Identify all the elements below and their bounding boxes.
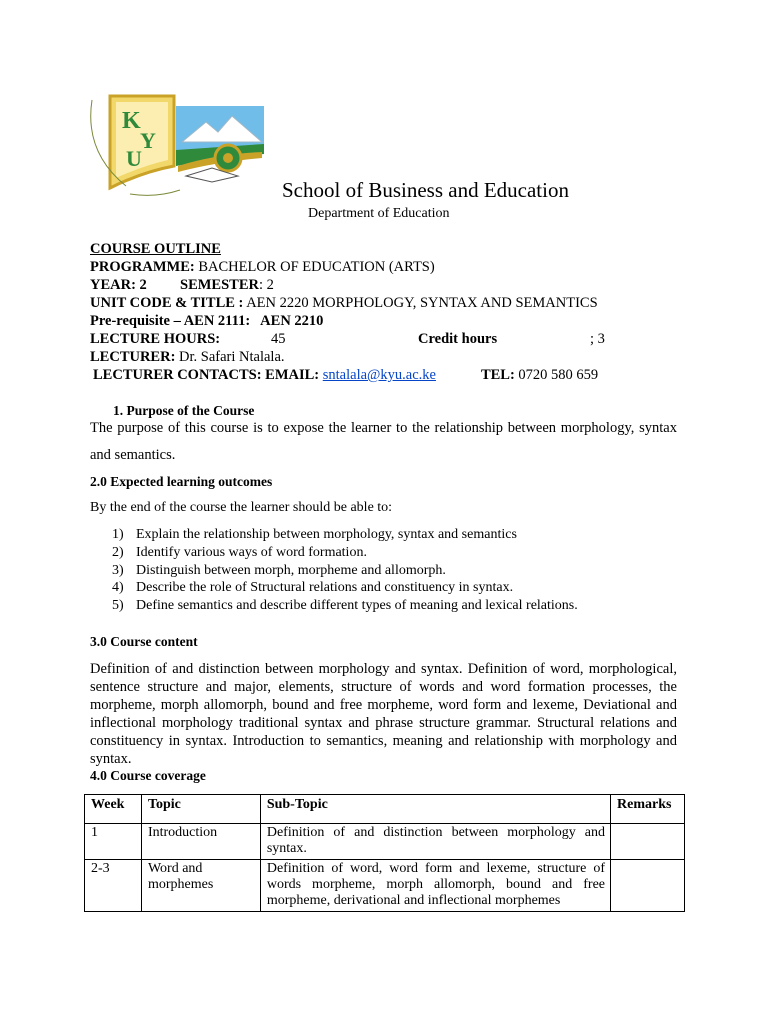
lecturer-label: LECTURER: <box>90 349 176 365</box>
list-item-number: 3) <box>112 562 124 578</box>
svg-text:U: U <box>126 146 142 171</box>
svg-text:K: K <box>122 108 141 134</box>
email-link[interactable]: sntalala@kyu.ac.ke <box>322 367 436 383</box>
list-item <box>112 562 578 580</box>
table-header-row <box>85 795 685 824</box>
outcomes-heading: 2.0 Expected learning outcomes <box>90 474 273 489</box>
list-item-text: Define semantics and describe different types of meaning and lexical relations. <box>136 598 578 614</box>
purpose-heading: 1. Purpose of the Course <box>113 403 255 418</box>
list-item-text: Identify various ways of word formation. <box>136 544 367 560</box>
list-item <box>112 579 578 597</box>
semester-label: SEMESTER <box>180 277 259 293</box>
list-item <box>112 597 578 615</box>
unit-line <box>90 295 598 312</box>
contacts-line <box>93 367 598 384</box>
outcomes-intro: By the end of the course the learner should be able to: <box>90 500 393 515</box>
prerequisite-line <box>90 313 323 330</box>
programme-label: PROGRAMME: <box>90 259 195 275</box>
university-logo <box>86 92 276 204</box>
lecturer-name: Dr. Safari Ntalala. <box>175 349 285 365</box>
remarks-cell <box>611 860 685 912</box>
svg-text:Y: Y <box>140 128 156 153</box>
programme-line <box>90 259 435 276</box>
table-row <box>85 824 685 860</box>
topic-cell: Introduction <box>141 824 260 860</box>
lecture-hours-label: LECTURE HOURS: <box>90 331 221 347</box>
tel-value: 0720 580 659 <box>514 367 599 383</box>
week-cell: 1 <box>85 824 142 860</box>
subtopic-cell: Definition of word, word form and lexeme, structure of words morpheme, morph allomorph, bound and free morpheme, derivational and inflectional morphemes <box>260 860 610 912</box>
credit-hours-label: Credit hours <box>418 331 498 347</box>
list-item <box>112 526 578 544</box>
column-header-topic: Topic <box>141 795 260 824</box>
hours-line <box>90 331 605 348</box>
department-name: Department of Education <box>308 206 450 221</box>
list-item-text: Distinguish between morph, morpheme and allomorph. <box>136 562 446 578</box>
list-item-number: 5) <box>112 598 124 614</box>
university-crest-icon <box>86 92 276 204</box>
list-item-number: 1) <box>112 527 124 542</box>
prerequisite-value: AEN 2210 <box>260 313 324 329</box>
year-semester-line <box>90 277 274 294</box>
subtopic-cell: Definition of and distinction between morphology and syntax. <box>260 824 610 860</box>
remarks-cell <box>611 824 685 860</box>
column-header-week: Week <box>85 795 142 824</box>
lecturer-line <box>90 349 285 366</box>
week-cell: 2-3 <box>85 860 142 912</box>
semester-value: : 2 <box>258 277 274 293</box>
list-item-text: Describe the role of Structural relations and constituency in syntax. <box>136 580 514 596</box>
column-header-subtopic: Sub-Topic <box>260 795 610 824</box>
credit-hours-value: ; 3 <box>590 331 605 347</box>
purpose-text: The purpose of this course is to expose the learner to the relationship between morphology, syntax and semantics. <box>90 420 677 463</box>
course-outline-title: COURSE OUTLINE <box>90 241 221 257</box>
prerequisite-label: Pre-requisite – AEN 2111: <box>90 313 251 329</box>
table-row <box>85 860 685 912</box>
list-item-text: Explain the relationship between morphology, syntax and semantics <box>136 527 517 542</box>
list-item-number: 4) <box>112 580 124 596</box>
column-header-remarks: Remarks <box>611 795 685 824</box>
list-item-number: 2) <box>112 544 124 560</box>
topic-cell: Word and morphemes <box>141 860 260 912</box>
list-item <box>112 544 578 562</box>
programme-value: BACHELOR OF EDUCATION (ARTS) <box>194 259 435 275</box>
school-title: School of Business and Education <box>282 178 569 202</box>
tel-label: TEL: <box>480 367 515 383</box>
unit-value: AEN 2220 MORPHOLOGY, SYNTAX AND SEMANTICS <box>243 295 598 311</box>
outcomes-list <box>112 526 578 615</box>
content-heading: 3.0 Course content <box>90 634 198 649</box>
coverage-table <box>84 794 685 912</box>
contacts-label: LECTURER CONTACTS: EMAIL: <box>93 367 320 383</box>
year-label: YEAR: 2 <box>90 277 147 293</box>
unit-label: UNIT CODE & TITLE : <box>90 295 244 311</box>
content-text: Definition of and distinction between morphology and syntax. Definition of word, morphological, sentence structure and major, elements, structure of words and word formation processes, the morpheme, morph allomorph, bound and free morpheme, word form and lexeme, Deviational and inflectional morphology traditional syntax and phrase structure grammar. Structural relations and constituency in syntax. Introduction to semantics, meaning and relationship with morphology and syntax. <box>90 661 677 767</box>
lecture-hours-value: 45 <box>271 331 286 347</box>
coverage-heading: 4.0 Course coverage <box>90 768 206 783</box>
